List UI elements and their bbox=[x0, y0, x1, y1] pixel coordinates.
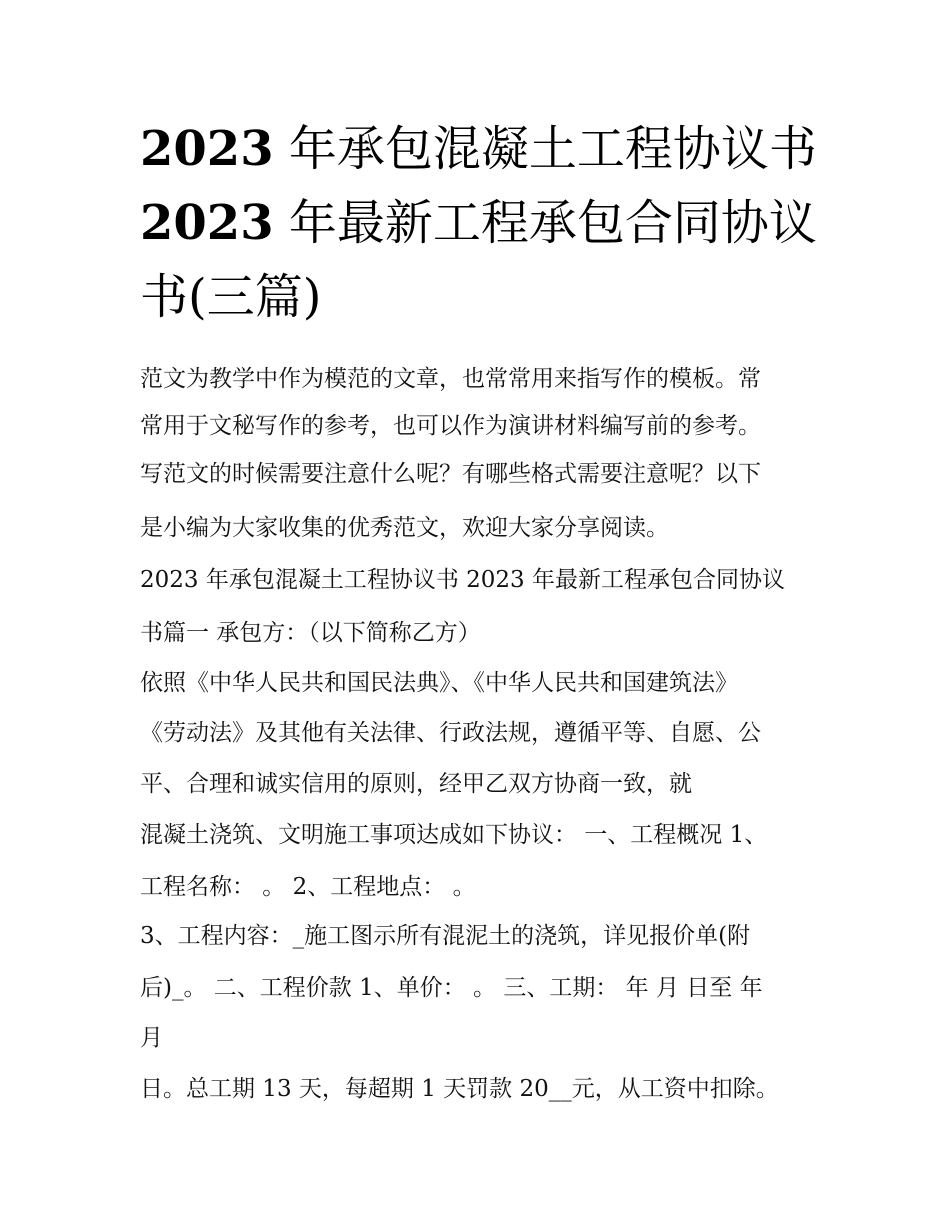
body-line-12: 3、工程内容：_施工图示所有混泥土的浇筑，详见报价单(附 bbox=[140, 923, 751, 949]
title-line-1: 2023 年承包混凝土工程协议书 bbox=[140, 121, 817, 177]
body-line-15: 日。总工期 13 天，每超期 1 天罚款 20__元，从工资中扣除。 bbox=[140, 1076, 779, 1102]
body-line-3: 写范文的时候需要注意什么呢？有哪些格式需要注意呢？以下 bbox=[140, 461, 761, 487]
body-line-5: 2023 年承包混凝土工程协议书 2023 年最新工程承包合同协议 bbox=[140, 567, 785, 593]
body-line-14: 月 bbox=[140, 1025, 163, 1051]
body-line-11: 工程名称： 。 2、工程地点： 。 bbox=[140, 874, 476, 900]
title-line-3: 书(三篇) bbox=[140, 269, 322, 325]
body-line-13: 后)_。 二、工程价款 1、单价： 。 三、工期： 年 月 日至 年 bbox=[140, 975, 763, 1001]
body-line-6: 书篇一 承包方：（以下简称乙方） bbox=[140, 620, 481, 646]
body-line-2: 常用于文秘写作的参考，也可以作为演讲材料编写前的参考。 bbox=[140, 413, 761, 439]
body-line-1: 范文为教学中作为模范的文章，也常常用来指写作的模板。常 bbox=[140, 366, 761, 392]
body-line-8: 《劳动法》及其他有关法律、行政法规，遵循平等、自愿、公 bbox=[140, 720, 761, 746]
body-line-7: 依照《中华人民共和国民法典》、《中华人民共和国建筑法》 bbox=[140, 670, 738, 696]
body-line-9: 平、合理和诚实信用的原则，经甲乙双方协商一致，就 bbox=[140, 771, 692, 797]
title-line-2: 2023 年最新工程承包合同协议 bbox=[140, 195, 817, 251]
document-title bbox=[140, 112, 820, 334]
body-line-4: 是小编为大家收集的优秀范文，欢迎大家分享阅读。 bbox=[140, 515, 669, 541]
body-line-10: 混凝土浇筑、文明施工事项达成如下协议： 一、工程概况 1、 bbox=[140, 822, 768, 848]
